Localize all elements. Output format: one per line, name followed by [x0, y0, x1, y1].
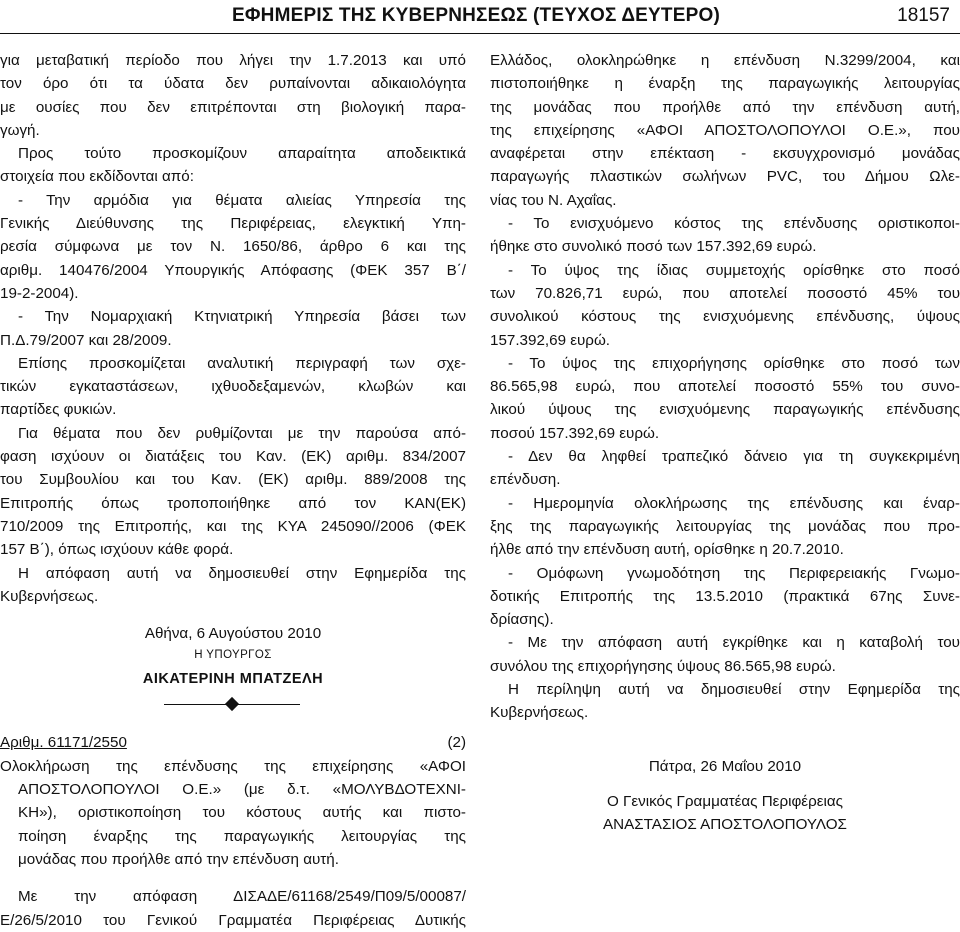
text-line: αριθμ. 140476/2004 Υπουργικής Απόφασης (ΦΕΚ 357 Β΄/	[0, 261, 466, 279]
text-line: ήθηκε στο συνολικό ποσό των 157.392,69 ευρώ.	[490, 238, 817, 256]
diamond-icon	[225, 697, 239, 711]
decision-header	[0, 731, 466, 754]
text-line: Για θέματα που δεν ρυθμίζονται με την παρούσα από-	[18, 424, 466, 442]
text-line: των 70.826,71 ευρώ, που αποτελεί ποσοστό 45% του	[490, 284, 960, 302]
decision-title-line: ΚΗ»), οριστικοποίηση του κόστους αυτής και πιστο-	[18, 804, 466, 822]
section-divider	[0, 693, 466, 717]
text-line: Επίσης προσκομίζεται αναλυτική περιγραφή των σχε-	[18, 354, 466, 372]
text-line: Κυβερνήσεως.	[0, 587, 99, 605]
signature-date: Πάτρα, 26 Μαΐου 2010	[648, 757, 802, 775]
text-line: Κυβερνήσεως.	[490, 704, 589, 722]
text-line: δοτικής Επιτροπής της 13.5.2010 (πρακτικά 67ης Συνε-	[490, 587, 960, 605]
text-line: Με την απόφαση ΔΙΣΑΔΕ/61168/2549/Π09/5/00087/	[18, 888, 466, 906]
text-line: τον όρο ότι τα ύδατα δεν ρυπαίνονται αδικαιολόγητα	[0, 75, 466, 93]
text-line: - Το ενισχυόμενο κόστος της επένδυσης οριστικοποι-	[508, 215, 960, 233]
text-line: Π.Δ.79/2007 και 28/2009.	[0, 331, 172, 349]
decision-ref: (2)	[447, 734, 466, 752]
text-line: - Το ύψος της επιχορήγησης ορίσθηκε στο ποσό των	[508, 354, 960, 372]
text-line: Γενικής Διεύθυνσης της Περιφέρειας, ελεγκτική Υπη-	[0, 215, 466, 233]
text-line: 19-2-2004).	[0, 284, 79, 302]
text-line: δρίασης).	[490, 611, 554, 629]
text-line: στοιχεία που εκδίδονται από:	[0, 168, 194, 186]
text-line: 710/2009 της Επιτροπής, και της ΚΥΑ 245090//2006 (ΦΕΚ	[0, 517, 466, 535]
left-column	[0, 49, 466, 932]
text-line: της επιχείρησης «ΑΦΟΙ ΑΠΟΣΤΟΛΟΠΟΥΛΟΙ Ο.Ε.», που	[490, 121, 960, 139]
text-line: - Την αρμόδια για θέματα αλιείας Υπηρεσία της	[18, 191, 466, 209]
text-line: παρτίδες φυκιών.	[0, 401, 117, 419]
text-line: 157 Β΄), όπως ισχύουν κάθε φορά.	[0, 541, 234, 559]
decision-title-line: Ολοκλήρωση της επένδυσης της επιχείρησης «ΑΦΟΙ	[0, 757, 466, 775]
text-line: τικών εγκαταστάσεων, ιχθυοδεξαμενών, κλωβών και	[0, 378, 466, 396]
text-line: - Την Νομαρχιακή Κτηνιατρική Υπηρεσία βάσει των	[18, 308, 466, 326]
gazette-title: ΕΦΗΜΕΡΙΣ ΤΗΣ ΚΥΒΕΡΝΗΣΕΩΣ (ΤΕΥΧΟΣ ΔΕΥΤΕΡΟ)	[232, 5, 720, 26]
signature-block	[490, 755, 960, 837]
text-line: ξης της παραγωγικής λειτουργίας της μονάδας που προ-	[490, 517, 960, 535]
text-line: Προς τούτο προσκομίζουν απαραίτητα αποδεικτικά	[18, 145, 466, 163]
header-rule	[0, 33, 960, 34]
text-line: Επιτροπής όπως τροποποιήθηκε από τον ΚΑΝ(ΕΚ)	[0, 494, 466, 512]
page-number: 18157	[897, 5, 950, 26]
text-line: ρεσία σύμφωνα με τον Ν. 1650/86, άρθρο 6 και της	[0, 238, 466, 256]
text-line: - Ομόφωνη γνωμοδότηση της Περιφερειακής Γνωμο-	[508, 564, 960, 582]
text-line: - Το ύψος της ίδιας συμμετοχής ορίσθηκε στο ποσό	[508, 261, 960, 279]
text-line: - Με την απόφαση αυτή εγκρίθηκε και η καταβολή του	[508, 634, 960, 652]
text-line: λικού ύψους της ενισχυόμενης παραγωγικής επένδυσης	[490, 401, 960, 419]
text-line: φαση ισχύουν οι διατάξεις του Καν. (ΕΚ) αριθμ. 834/2007	[0, 448, 466, 466]
right-column	[490, 49, 960, 837]
decision-title-line: μονάδας που προήλθε από την επένδυση αυτή.	[18, 850, 339, 868]
signature-role: Η ΥΠΟΥΡΓΟΣ	[194, 649, 272, 662]
text-line: με ουσίες που δεν επιτρέπονται στη βιολογική παρα-	[0, 98, 466, 116]
text-line: παραγωγής πλαστικών σωλήνων PVC, του Δήμου Ωλε-	[490, 168, 960, 186]
text-line: γωγή.	[0, 121, 40, 139]
signature-role: Ο Γενικός Γραμματέας Περιφέρειας	[607, 792, 843, 810]
signature-block	[0, 622, 466, 693]
signature-name: ΑΝΑΣΤΑΣΙΟΣ ΑΠΟΣΤΟΛΟΠΟΥΛΟΣ	[603, 816, 847, 834]
decision-title-line: ΑΠΟΣΤΟΛΟΠΟΥΛΟΙ Ο.Ε.» (με δ.τ. «ΜΟΛΥΒΔΟΤΕΧΝΙ-	[18, 781, 466, 799]
text-line: - Ημερομηνία ολοκλήρωσης της επένδυσης και έναρ-	[508, 494, 960, 512]
text-line: αναφέρεται στην επέκταση - εκσυγχρονισμό μονάδας	[490, 145, 960, 163]
text-line: του Συμβουλίου και του Καν. (ΕΚ) αριθμ. 889/2008 της	[0, 471, 466, 489]
text-line: 86.565,98 ευρώ, που αποτελεί ποσοστό 55% του συνο-	[490, 378, 960, 396]
text-line: της μονάδας που προήλθε από την επένδυση αυτή,	[490, 98, 960, 116]
text-line: - Δεν θα ληφθεί τραπεζικό δάνειο για τη συγκεκριμένη	[508, 448, 960, 466]
text-line: Η απόφαση αυτή να δημοσιευθεί στην Εφημερίδα της	[18, 564, 466, 582]
text-line: ποσού 157.392,69 ευρώ.	[490, 424, 660, 442]
text-line: συνόλου της επιχορήγησης ύψους 86.565,98 ευρώ.	[490, 657, 836, 675]
text-line: 157.392,69 ευρώ.	[490, 331, 611, 349]
text-line: επένδυση.	[490, 471, 561, 489]
decision-number: Αριθμ. 61171/2550	[0, 734, 127, 752]
text-line: ήλθε από την επένδυση αυτή, ορίσθηκε η 20.7.2010.	[490, 541, 844, 559]
text-line: Ε/26/5/2010 του Γενικού Γραμματέα Περιφέρειας Δυτικής	[0, 911, 466, 929]
page-header	[0, 0, 960, 38]
signature-name: ΑΙΚΑΤΕΡΙΝΗ ΜΠΑΤΖΕΛΗ	[142, 671, 324, 688]
text-line: πιστοποιήθηκε η έναρξη της παραγωγικής λειτουργίας	[490, 75, 960, 93]
text-line: Η περίληψη αυτή να δημοσιευθεί στην Εφημερίδα της	[508, 681, 960, 699]
text-line: για μεταβατική περίοδο που λήγει την 1.7.2013 και υπό	[0, 52, 466, 69]
signature-date: Αθήνα, 6 Αυγούστου 2010	[144, 625, 322, 643]
text-line: νίας του Ν. Αχαΐας.	[490, 191, 617, 209]
text-line: συνολικού κόστους της ενισχυόμενης επένδυσης, ύψους	[490, 308, 960, 326]
text-line: Ελλάδος, ολοκληρώθηκε η επένδυση Ν.3299/2004, και	[490, 52, 960, 69]
decision-title-line: ποίηση έναρξης της παραγωγικής λειτουργίας της	[18, 827, 466, 845]
